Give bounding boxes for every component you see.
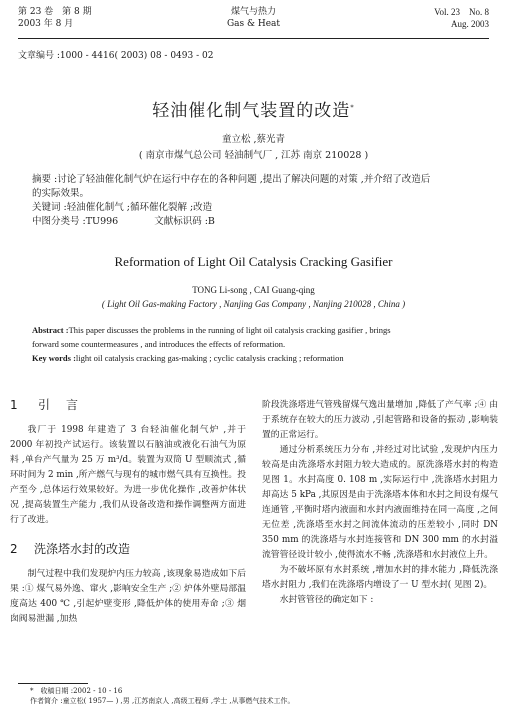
right-paragraph-3: 为不破坏原有水封系统 ,增加水封的排水能力 ,降低洗涤塔水封阻力 ,我们在洗涤塔内增设了一 U 型水封( 见图 2)。 <box>262 565 498 590</box>
running-header <box>18 6 489 40</box>
english-keywords <box>32 351 475 365</box>
english-abstract-line1 <box>32 323 475 337</box>
section-1-heading <box>10 398 246 413</box>
section-1-number: 1 <box>10 398 20 412</box>
footnote <box>30 686 489 706</box>
document-code: 文献标识码 :B <box>154 216 215 227</box>
keywords-label: Key words : <box>32 353 76 363</box>
english-abstract-block <box>32 323 475 365</box>
header-vol-en <box>434 6 489 30</box>
keywords-text: light oil catalysis cracking gas-making ; cyclic catalysis cracking ; reformation <box>75 353 344 363</box>
footnote-author-bio: 作者简介 :童立松( 1957— ) ,男 ,江苏南京人 ,高级工程师 ,学士 ,从事燃气技术工作。 <box>30 697 295 705</box>
section-2-heading <box>10 542 246 557</box>
classification-row <box>32 215 475 229</box>
paper-title <box>0 96 507 121</box>
right-paragraph-4: 水封管管径的确定如下 : <box>279 595 374 605</box>
right-paragraph-2: 通过分析系统压力分布 ,并经过对比试验 ,发现炉内压力较高是由洗涤塔水封阻力较大造成的。原洗涤塔水封的构造见图 1。水封高度 0. 108 m ,实际运行中 ,洗涤塔水封阻力却高达 5 kPa ,其原因是由于洗涤塔本体和水封之间设有煤气连通管 ,平衡时塔内液面和水封内液面维持在同一高度 ,之间无位差 ,洗涤塔至水封之间流体流动的压差较小 ,同时 DN 350 mm 的洗涤塔与水封连接管和 DN 300 mm 的水封溢流管管径设计较小 ,使得流水不畅 ,洗涤塔和水封液位上升。 <box>262 445 498 560</box>
article-number: 文章编号 :1000 - 4416( 2003) 08 - 0493 - 02 <box>18 51 214 61</box>
header-journal-cn: 煤气与热力 <box>230 7 276 17</box>
section-2-paragraph: 制气过程中我们发现炉内压力较高 ,该现象易造成如下后果 :① 煤气易外逸、窜火 ,影响安全生产 ;② 炉体外壁局部温度高达 400 ℃ ,引起炉壁变形 ,降低炉体的使用寿命 ;③ 烟囱阀易泄漏 ,加热 <box>10 569 246 624</box>
english-authors: TONG Li-song , CAI Guang-qing <box>192 285 315 295</box>
footnote-rule <box>18 683 88 684</box>
keywords-cn: 关键词 :轻油催化制气 ;循环催化裂解 ;改造 <box>32 202 213 213</box>
paper-title-text: 轻油催化制气装置的改造 <box>152 101 351 121</box>
author-list: 童立松 ,蔡光青 <box>221 134 286 145</box>
title-footnote-mark: * <box>350 103 355 112</box>
chinese-abstract-block <box>32 173 475 229</box>
header-journal-name <box>18 6 489 30</box>
clc-number: 中图分类号 :TU996 <box>32 216 119 227</box>
section-1-paragraph: 我厂于 1998 年建造了 3 台轻油催化制气炉 ,并于 2000 年初投产试运行。该装置以石脑油或液化石油气为原料 ,单台产气量为 25 万 m³/d。装置为双筒 U 型顺流式 ,循环时间为 2 min ,所产燃气与现有的城市燃气具有互换性。投产至今 ,总体运行效果较好。为进一步优化操作 ,改善炉体状况 ,提高装置生产能力 ,我们从设备改造和操作调整两方面进行了改进。 <box>10 425 246 525</box>
section-1-title: 引 言 <box>38 398 81 412</box>
header-vol-no: Vol. 23 No. 8 <box>434 7 489 17</box>
header-volume: 第 23 卷 第 8 期 <box>18 7 92 17</box>
english-affiliation: ( Light Oil Gas-making Factory , Nanjing Gas Company , Nanjing 210028 , China ) <box>101 299 406 309</box>
english-abstract-line2: forward some countermeasures , and introduces the effects of reformation. <box>32 339 286 349</box>
affiliation: ( 南京市煤气总公司 轻油制气厂 , 江苏 南京 210028 ) <box>138 150 369 161</box>
left-column <box>10 398 246 627</box>
header-month: Aug. 2003 <box>451 19 489 29</box>
header-date: 2003 年 8 月 <box>18 19 74 29</box>
abstract-cn-line1: 摘要 :讨论了轻油催化制气炉在运行中存在的各种问题 ,提出了解决问题的对策 ,并介绍了改造后 <box>32 174 431 185</box>
header-rule <box>18 38 489 39</box>
abstract-text-1: This paper discusses the problems in the running of light oil catalysis cracking gasifier , brings <box>68 325 391 335</box>
section-2-title: 洗涤塔水封的改造 <box>34 542 131 556</box>
right-paragraph-1: 阶段洗涤塔进气管残留煤气逸出量增加 ,降低了产气率 ;④ 由于系统存在较大的压力波动 ,引起管路和设备的振动 ,影响装置的正常运行。 <box>262 400 498 440</box>
abstract-cn-line2: 的实际效果。 <box>32 188 90 199</box>
footnote-received-date: * 收稿日期 :2002 - 10 - 16 <box>30 687 123 695</box>
english-title: Reformation of Light Oil Catalysis Cracking Gasifier <box>114 254 393 269</box>
header-journal-en: Gas & Heat <box>226 19 281 29</box>
section-2-number: 2 <box>10 542 18 556</box>
right-column <box>262 398 498 608</box>
abstract-label: Abstract : <box>32 325 69 335</box>
